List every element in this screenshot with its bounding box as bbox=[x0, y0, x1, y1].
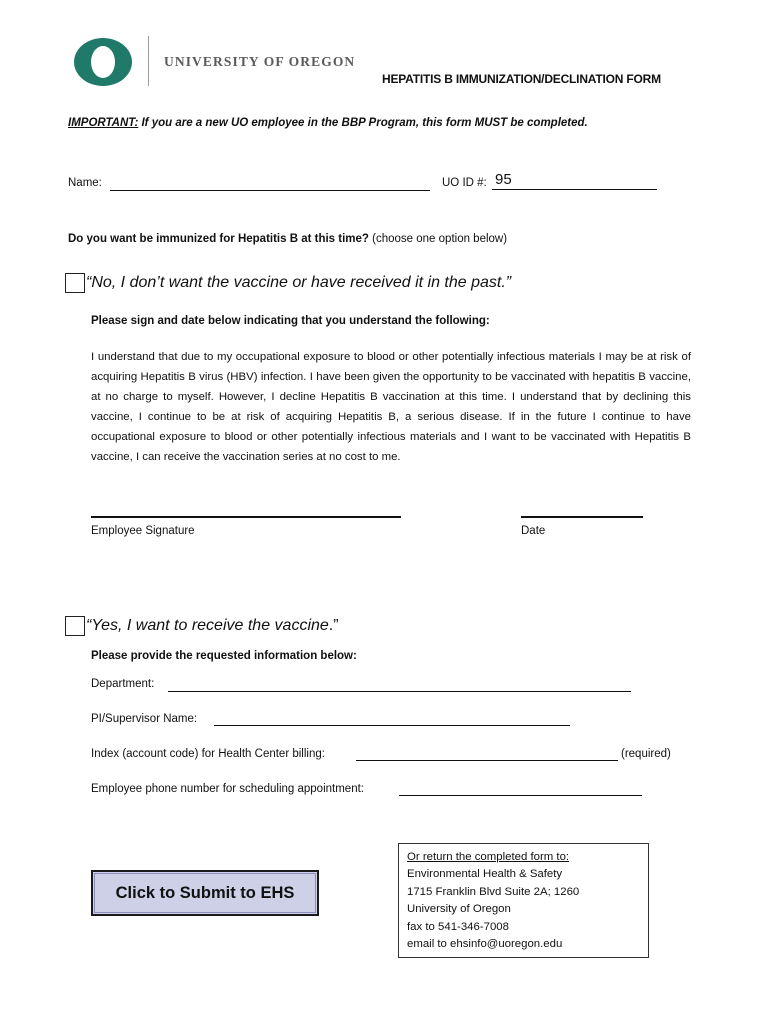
uoid-label: UO ID #: bbox=[442, 177, 487, 189]
return-heading: Or return the completed form to: bbox=[407, 851, 570, 863]
return-info-box bbox=[398, 843, 649, 958]
supervisor-label: PI/Supervisor Name: bbox=[91, 713, 198, 725]
index-required: (required) bbox=[621, 748, 671, 760]
decline-checkbox[interactable] bbox=[65, 273, 85, 293]
question-text: Do you want be immunized for Hepatitis B at this time? bbox=[68, 233, 369, 245]
phone-field[interactable] bbox=[399, 782, 642, 796]
return-line-3: University of Oregon bbox=[407, 903, 511, 916]
name-field[interactable] bbox=[110, 176, 430, 191]
phone-label: Employee phone number for scheduling appointment: bbox=[91, 783, 364, 795]
university-name: UNIVERSITY OF OREGON bbox=[164, 54, 356, 69]
index-field[interactable] bbox=[356, 747, 618, 761]
return-email: email to ehsinfo@uoregon.edu bbox=[407, 938, 563, 951]
question-hint: (choose one option below) bbox=[372, 233, 508, 245]
uo-o-logo bbox=[72, 36, 134, 88]
uoid-field[interactable]: 95 bbox=[492, 172, 657, 190]
return-line-1: Environmental Health & Safety bbox=[407, 868, 563, 881]
submit-to-ehs-button[interactable]: Click to Submit to EHS bbox=[91, 870, 319, 916]
accept-instruction: Please provide the requested information below: bbox=[91, 650, 357, 662]
decline-instruction: Please sign and date below indicating that you understand the following: bbox=[91, 315, 490, 327]
declination-statement: I understand that due to my occupational exposure to blood or other potentially infectious materials I may be at risk of acquiring Hepatitis B virus (HBV) infection. I have been given the opportunity to be vaccinated with hepatitis B vaccine, at no charge to myself. However, I decline Hepatitis B vaccination at this time. I understand that by declining this vaccine, I continue to be at risk of acquiring Hepatitis B, a serious disease. If in the future I continue to have occupational exposure to blood or other potentially infectious materials and I want to be vaccinated with Hepatitis B vaccine, I can receive the vaccination series at no cost to me. bbox=[91, 351, 691, 464]
logo-divider bbox=[148, 36, 149, 86]
department-field[interactable] bbox=[168, 678, 631, 692]
return-fax: fax to 541-346-7008 bbox=[407, 920, 509, 933]
signature-line[interactable] bbox=[91, 516, 401, 518]
supervisor-field[interactable] bbox=[214, 712, 570, 726]
decline-option-text: “No, I don’t want the vaccine or have received it in the past.” bbox=[86, 274, 512, 291]
important-notice bbox=[68, 117, 588, 129]
important-text: If you are a new UO employee in the BBP Program, this form MUST be completed. bbox=[141, 117, 588, 129]
signature-label: Employee Signature bbox=[91, 525, 195, 537]
accept-option-end: .” bbox=[328, 617, 339, 634]
date-line[interactable] bbox=[521, 516, 643, 518]
department-label: Department: bbox=[91, 678, 155, 690]
date-label: Date bbox=[521, 525, 546, 537]
important-label: IMPORTANT: bbox=[68, 117, 139, 129]
accept-option-main: “Yes, I want to receive the vaccine bbox=[86, 617, 329, 634]
accept-checkbox[interactable] bbox=[65, 616, 85, 636]
accept-option-text bbox=[86, 617, 339, 635]
name-label: Name: bbox=[68, 177, 102, 189]
index-label: Index (account code) for Health Center billing: bbox=[91, 748, 325, 760]
form-title: HEPATITIS B IMMUNIZATION/DECLINATION FORM bbox=[382, 72, 661, 86]
immunization-question bbox=[68, 233, 507, 245]
return-line-2: 1715 Franklin Blvd Suite 2A; 1260 bbox=[407, 885, 580, 898]
